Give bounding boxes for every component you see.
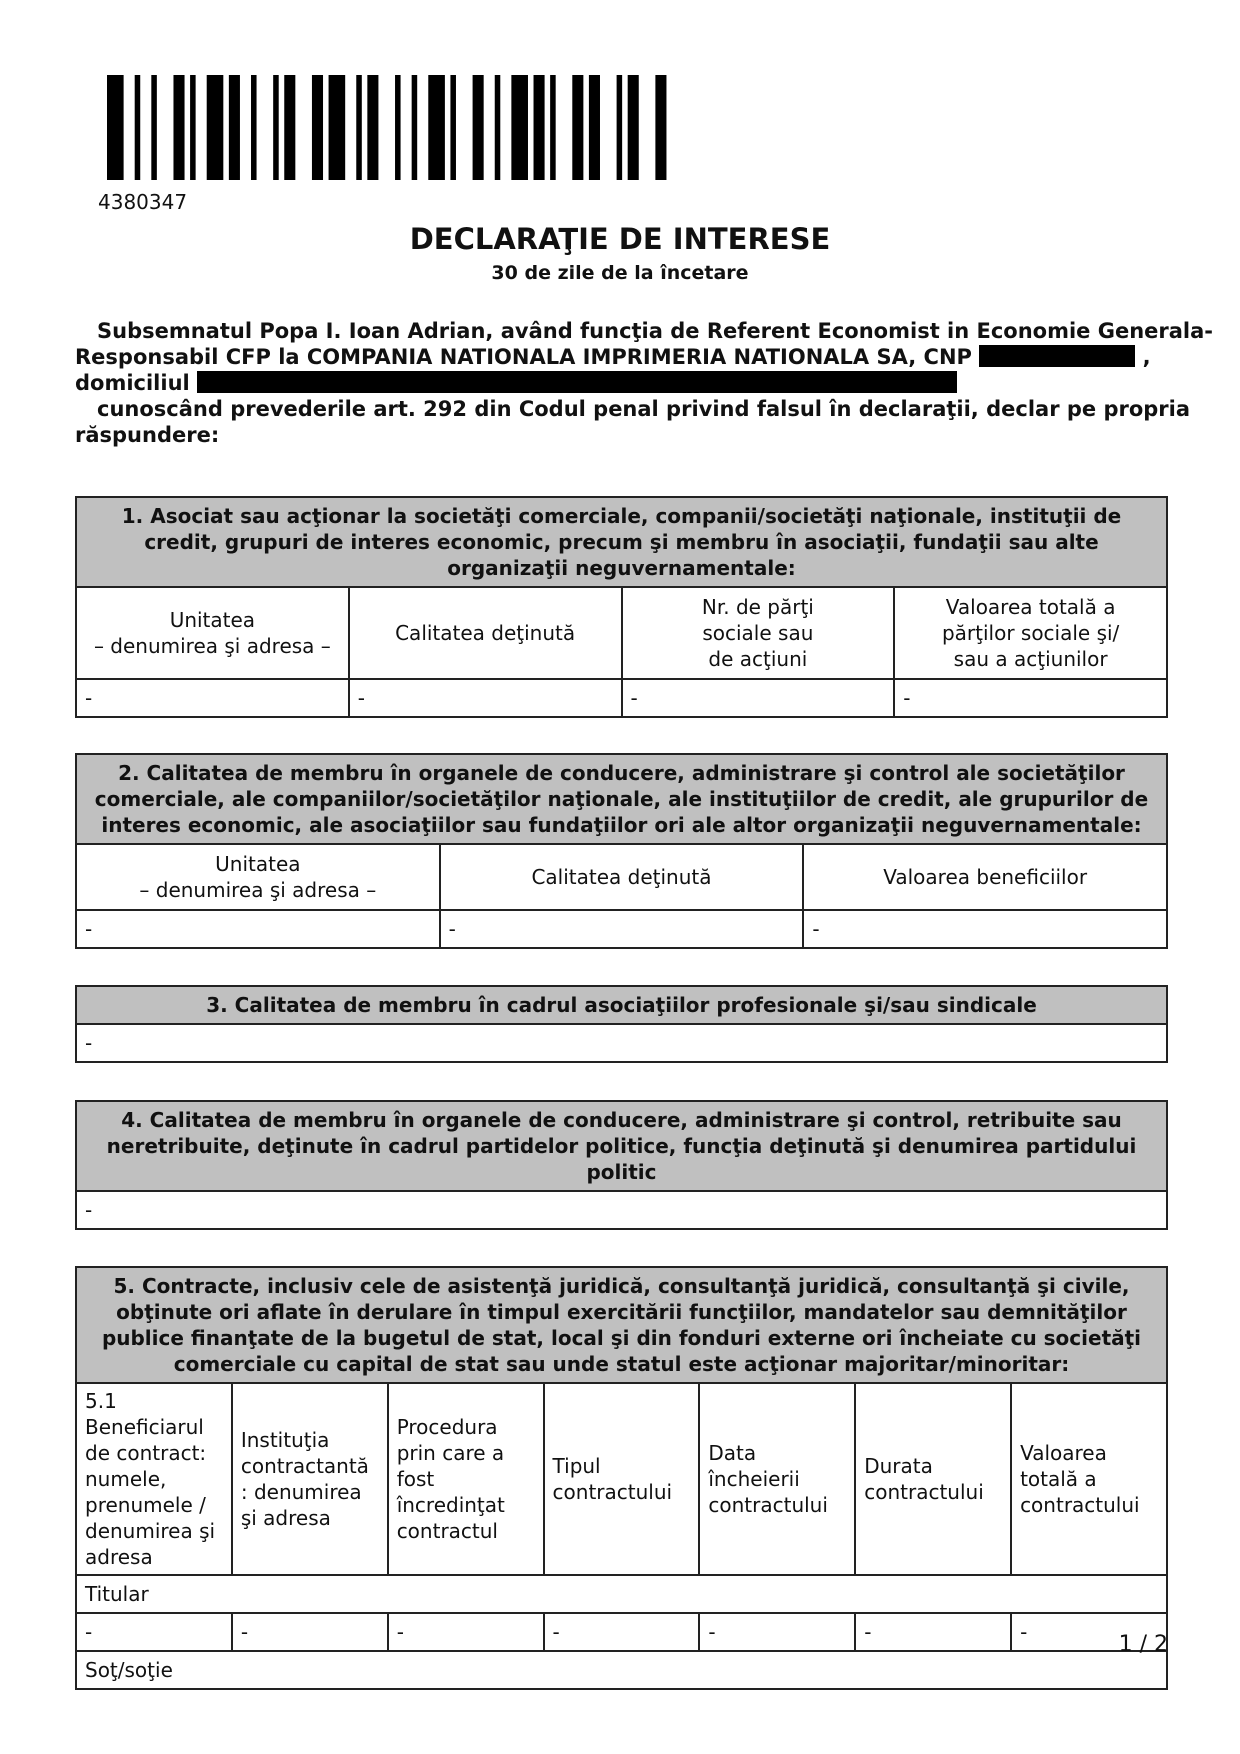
column-header-line: Durata	[864, 1454, 933, 1478]
barcode-bar	[151, 75, 157, 180]
column-header-line: Unitatea	[215, 852, 301, 876]
column-header-line: Calitatea deţinută	[531, 865, 712, 889]
section-2-table	[75, 753, 1168, 949]
section5-column-header	[855, 1383, 1011, 1575]
barcode-bar	[473, 75, 484, 180]
barcode-bar	[589, 75, 600, 180]
declaration-intro	[75, 318, 1214, 448]
section5-column-header	[1011, 1383, 1167, 1575]
column-header-line: numele,	[85, 1467, 167, 1491]
section-5-title: 5. Contracte, inclusiv cele de asistenţă juridică, consultanţă juridică, consultanţă şi civile, obţinute ori aflate în derulare în timpul exercitării funcţiilor, mandatelor sau demnităţilor publice finanţate de la bugetul de stat, local şi din fonduri externe ori încheiate cu societăţi comerciale cu capital de stat sau unde statul este acţionar majoritar/minoritar:	[76, 1267, 1167, 1383]
table-cell: -	[894, 679, 1167, 717]
table-cell: -	[76, 679, 349, 717]
column-header-line: contractului	[864, 1480, 984, 1504]
section-4-value: -	[76, 1191, 1167, 1229]
column-header-line: contractului	[1020, 1493, 1140, 1517]
table-cell: -	[803, 910, 1167, 948]
spouse-label: Soţ/soţie	[76, 1651, 1167, 1689]
barcode-bar	[511, 75, 528, 180]
section1-column-header	[622, 587, 895, 679]
table-cell: -	[544, 1613, 700, 1651]
section1-column-header	[894, 587, 1167, 679]
section5-column-header	[544, 1383, 700, 1575]
barcode-bar	[655, 75, 666, 180]
column-header-line: Unitatea	[169, 608, 256, 632]
section2-column-header	[803, 844, 1167, 910]
barcode-bar	[135, 75, 141, 180]
section-4-title: 4. Calitatea de membru în organele de conducere, administrare şi control, retribuite sau neretribuite, deţinute în cadrul partidelor politice, funcţia deţinută şi denumirea partidului politic	[76, 1101, 1167, 1191]
intro-line-5: răspundere:	[75, 423, 220, 447]
section-3-value: -	[76, 1024, 1167, 1062]
column-header-line: sau a acţiunilor	[953, 647, 1108, 671]
barcode-bar	[428, 75, 445, 180]
column-header-line: Nr. de părţi	[701, 595, 814, 619]
column-header-line: contractul	[396, 1519, 498, 1543]
column-header-line: : denumirea	[240, 1480, 362, 1504]
column-header-line: părţilor sociale şi/	[941, 621, 1120, 645]
titular-label: Titular	[76, 1575, 1167, 1613]
column-header-line: Calitatea deţinută	[395, 621, 576, 645]
section-4-table	[75, 1100, 1168, 1230]
column-header-line: – denumirea şi adresa –	[93, 634, 331, 658]
column-header-line: totală a	[1020, 1467, 1097, 1491]
column-header-line: de contract:	[85, 1441, 207, 1465]
column-header-line: prin care a	[396, 1441, 505, 1465]
barcode-bar	[395, 75, 401, 180]
barcode-bar	[356, 75, 362, 180]
column-header-line: de acţiuni	[708, 647, 808, 671]
barcode-bar	[273, 75, 279, 180]
barcode-bar	[312, 75, 323, 180]
barcode-bar	[617, 75, 623, 180]
column-header-line: Procedura	[396, 1415, 498, 1439]
table-cell: -	[622, 679, 895, 717]
barcode-bar	[572, 75, 583, 180]
document-title: DECLARAŢIE DE INTERESE	[409, 222, 831, 256]
column-header-line: Data	[708, 1441, 757, 1465]
barcode-bar	[367, 75, 378, 180]
section-3-table	[75, 985, 1168, 1063]
intro-line-2-text: Responsabil CFP la COMPANIA NATIONALA IMPRIMERIA NATIONALA SA, CNP	[75, 345, 972, 369]
column-header-line: – denumirea şi adresa –	[139, 878, 377, 902]
table-cell: -	[232, 1613, 388, 1651]
section-1-table	[75, 496, 1168, 718]
section2-column-header	[440, 844, 804, 910]
column-header-line: contractului	[708, 1493, 828, 1517]
column-header-line: contractului	[552, 1480, 673, 1504]
table-cell: -	[76, 910, 440, 948]
section-1-title: 1. Asociat sau acţionar la societăţi comerciale, companii/societăţi naţionale, instituţii de credit, grupuri de interes economic, precum şi membru în asociaţii, fundaţii sau alte organizaţii neguvernamentale:	[76, 497, 1167, 587]
table-cell: -	[440, 910, 804, 948]
barcode-number: 4380347	[98, 190, 188, 214]
barcode-bar	[229, 75, 240, 180]
barcode-bar	[251, 75, 257, 180]
intro-line-4: cunoscând prevederile art. 292 din Codul penal privind falsul în declaraţii, declar pe propria	[97, 397, 1191, 421]
barcode	[107, 75, 672, 180]
intro-line-1: Subsemnatul Popa I. Ioan Adrian, având funcţia de Referent Economist in Economie Generala-	[97, 319, 1214, 343]
section-3-title: 3. Calitatea de membru în cadrul asociaţiilor profesionale şi/sau sindicale	[76, 986, 1167, 1024]
column-header-line: încredinţat	[396, 1493, 505, 1517]
table-cell: -	[76, 1613, 232, 1651]
table-cell: -	[349, 679, 622, 717]
column-header-line: încheierii	[708, 1467, 800, 1491]
section-2-title: 2. Calitatea de membru în organele de conducere, administrare şi control ale societăţilor comerciale, ale companiilor/societăţilor naţionale, ale instituţiilor de credit, ale grupurilor de interes economic, ale asociaţiilor sau fundaţiilor ori ale altor organizaţii neguvernamentale:	[76, 754, 1167, 844]
column-header-line: Instituţia	[240, 1428, 330, 1452]
barcode-bar	[173, 75, 184, 180]
column-header-line: prenumele /	[85, 1493, 206, 1517]
column-header-line: Tipul	[552, 1454, 601, 1478]
redacted-address	[197, 371, 957, 393]
column-header-line: Valoarea	[1020, 1441, 1107, 1465]
barcode-bar	[628, 75, 639, 180]
barcode-bar	[207, 75, 224, 180]
column-header-line: adresa	[85, 1545, 153, 1569]
intro-line-2-end: ,	[1142, 345, 1151, 369]
barcode-bar	[534, 75, 545, 180]
document-subtitle: 30 de zile de la încetare	[491, 262, 749, 284]
intro-line-2	[75, 344, 1165, 370]
section2-column-header	[76, 844, 440, 910]
barcode-bar	[329, 75, 346, 180]
column-header-line: şi adresa	[240, 1506, 331, 1530]
barcode-bar	[107, 75, 124, 180]
section-5-table	[75, 1266, 1168, 1690]
table-cell: -	[388, 1613, 544, 1651]
barcode-bar	[450, 75, 456, 180]
barcode-bar	[284, 75, 295, 180]
barcode-bar	[495, 75, 501, 180]
barcode-bar	[190, 75, 196, 180]
table-cell: -	[855, 1613, 1011, 1651]
column-header-line: 5.1 Beneficiarul	[85, 1389, 204, 1439]
barcode-bar	[550, 75, 556, 180]
table-cell: -	[1011, 1613, 1167, 1651]
column-header-line: denumirea şi	[85, 1519, 216, 1543]
intro-line-3	[75, 370, 1165, 396]
column-header-line: Valoarea totală a	[945, 595, 1116, 619]
page-number: 1 / 2	[1118, 1632, 1168, 1657]
section5-column-header	[76, 1383, 232, 1575]
column-header-line: contractantă	[240, 1454, 369, 1478]
section5-column-header	[232, 1383, 388, 1575]
column-header-line: fost	[396, 1467, 435, 1491]
column-header-line: sociale sau	[702, 621, 814, 645]
column-header-line: Valoarea beneficiilor	[883, 865, 1088, 889]
section5-column-header	[699, 1383, 855, 1575]
section5-column-header	[388, 1383, 544, 1575]
section1-column-header	[76, 587, 349, 679]
redacted-cnp	[979, 345, 1135, 367]
barcode-bar	[412, 75, 418, 180]
intro-line-3-text: domiciliul	[75, 371, 190, 395]
section1-column-header	[349, 587, 622, 679]
table-cell: -	[699, 1613, 855, 1651]
